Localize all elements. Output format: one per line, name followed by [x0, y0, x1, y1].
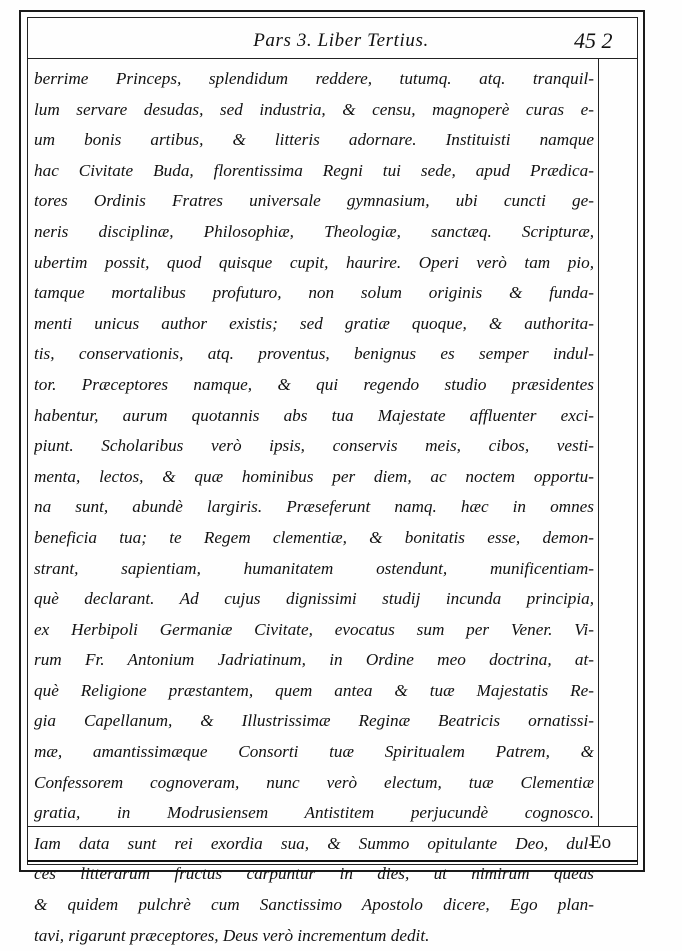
header-rule: [27, 58, 637, 59]
text-line: neris disciplinæ, Philosophiæ, Theologiæ, sanctæq. Scripturæ,: [34, 221, 594, 241]
text-line: menta, lectos, & quæ hominibus per diem, ac noctem opportu-: [34, 466, 594, 486]
page-number: 45 2: [574, 28, 613, 53]
text-line: tamque mortalibus profuturo, non solum originis & funda-: [34, 283, 594, 303]
text-line: menti unicus author existis; sed gratiæ quoque, & authorita-: [34, 313, 594, 333]
text-line: tavi, rigarunt præceptores, Deus verò incrementum dedit.: [34, 925, 430, 945]
text-line: què Religione præstantem, quem antea & tuæ Majestatis Re-: [34, 680, 594, 700]
text-line: Iam data sunt rei exordia sua, & Summo opitulante Deo, dul-: [34, 833, 594, 853]
text-line: habentur, aurum quotannis abs tua Majestate affluenter exci-: [34, 405, 594, 425]
text-line: tis, conservationis, atq. proventus, benignus es semper indul-: [34, 344, 594, 364]
text-line: piunt. Scholaribus verò ipsis, conservis meis, cibos, vesti-: [34, 436, 594, 456]
catchword: Eo: [590, 832, 612, 853]
text-line: beneficia tua; te Regem clementiæ, & bonitatis esse, demon-: [34, 527, 594, 547]
text-line: ubertim possit, quod quisque cupit, haurire. Operi verò tam pio,: [34, 252, 594, 272]
text-line: lum servare desudas, sed industria, & censu, magnoperè curas e-: [34, 99, 594, 119]
text-line: & quidem pulchrè cum Sanctissimo Apostolo dicere, Ego plan-: [34, 895, 594, 915]
text-line: gratia, in Modrusiensem Antistitem perjucundè cognosco.: [34, 803, 594, 823]
body-text: [34, 64, 594, 951]
text-line: strant, sapientiam, humanitatem ostendunt, munificentiam-: [34, 558, 594, 578]
text-line: ex Herbipoli Germaniæ Civitate, evocatus sum per Vener. Vi-: [34, 619, 594, 639]
text-line: berrime Princeps, splendidum reddere, tutumq. atq. tranquil-: [34, 69, 594, 88]
text-line: um bonis artibus, & litteris adornare. Instituisti namque: [34, 130, 594, 150]
text-line: tores Ordinis Fratres universale gymnasium, ubi cuncti ge-: [34, 191, 594, 211]
text-line: na sunt, abundè largiris. Præseferunt namq. hæc in omnes: [34, 497, 594, 517]
text-line: Confessorem cognoveram, nunc verò electum, tuæ Clementiæ: [34, 772, 594, 792]
running-head: Pars 3. Liber Tertius.: [253, 30, 429, 51]
text-line: tor. Præceptores namque, & qui regendo studio præsidentes: [34, 374, 594, 394]
text-line: hac Civitate Buda, florentissima Regni tui sede, apud Prædica-: [34, 160, 594, 180]
text-column-rule: [598, 58, 599, 826]
text-line: mæ, amantissimæque Consorti tuæ Spiritualem Patrem, &: [34, 742, 594, 762]
text-line: gia Capellanum, & Illustrissimæ Reginæ Beatricis ornatissi-: [34, 711, 594, 731]
text-line: ces litterarum fructus carpuntur in dies, ut nimirum queas: [34, 864, 594, 884]
text-line: què declarant. Ad cujus dignissimi studij incunda principia,: [34, 589, 594, 609]
text-line: rum Fr. Antonium Jadriatinum, in Ordine meo doctrina, at-: [34, 650, 594, 670]
